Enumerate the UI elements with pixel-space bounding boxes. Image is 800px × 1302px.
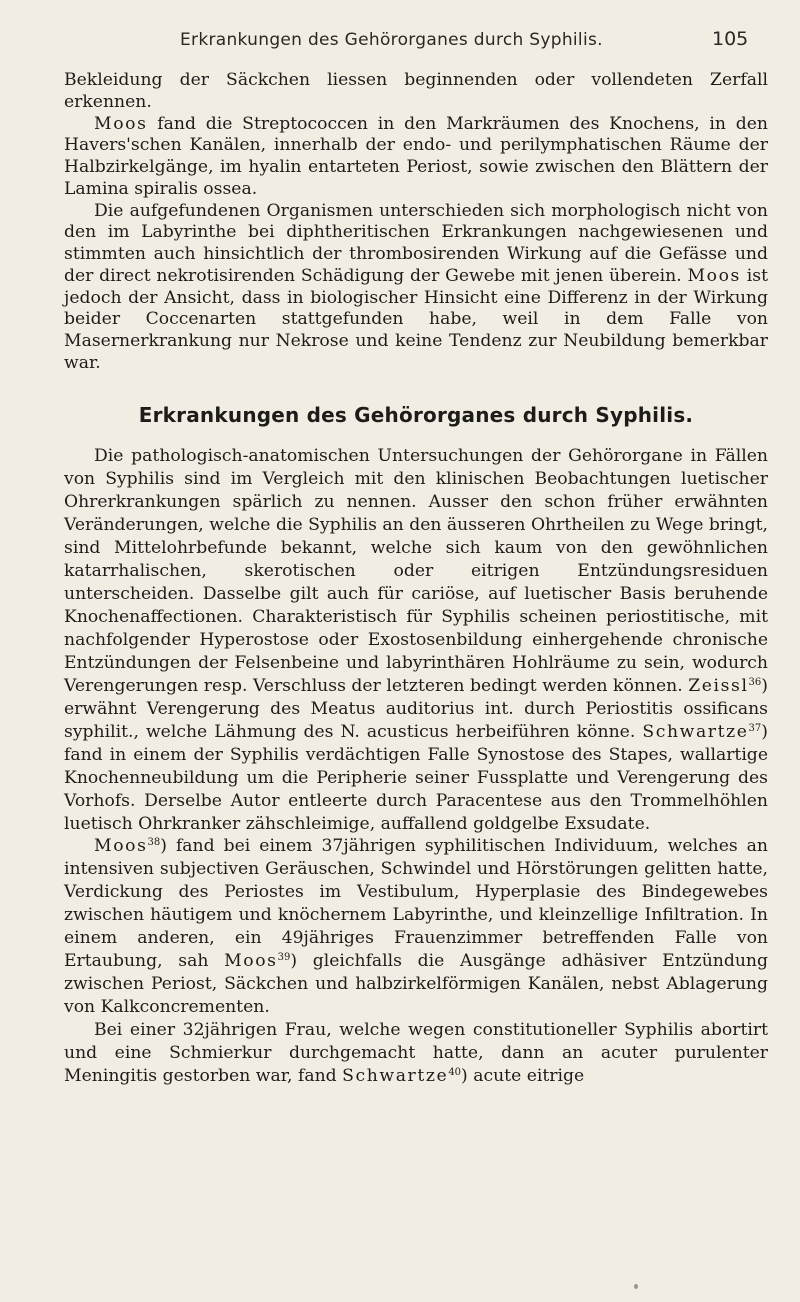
- paragraph-text: Die aufgefundenen Organismen unterschieden sich morphologisch nicht von den im Labyrinthe bei diphtheritischen Erkrankungen nachgewiesenen und stimmten auch hinsichtlich der thrombosirenden Wirkung auf die Gefässe und der direct nekrotisirenden Schädigung der Gewebe mit jenen überein.: [64, 200, 768, 286]
- author-name: Zeissl: [688, 675, 749, 696]
- footnote-ref: 40: [448, 1066, 462, 1078]
- footnote-ref: 39: [277, 952, 291, 964]
- paragraph-moos-findings: [64, 114, 768, 201]
- section-body: [64, 445, 768, 1088]
- author-name: Moos: [687, 265, 741, 286]
- footnote-ref: 38: [147, 837, 161, 849]
- footnote-ref: 36: [748, 676, 762, 688]
- author-name: Moos: [94, 113, 148, 134]
- paragraph-anatomy: [64, 445, 768, 835]
- paragraph-organisms: [64, 201, 768, 375]
- body-text: [64, 70, 768, 1088]
- paragraph-text: ) erwähnt Verengerung des Meatus auditorius int. durch Periostitis ossificans syphilit., welche Lähmung des N. acusticus herbeiführen könne.: [64, 675, 768, 742]
- paragraph-schwartze-case: [64, 1019, 768, 1088]
- paragraph-text: Bei einer 32jährigen Frau, welche wegen constitutioneller Syphilis abortirt und eine Schmierkur durchgemacht hatte, dann an acuter purulenter Meningitis gestorben war, fand: [64, 1020, 768, 1086]
- paragraph-continuation: [64, 70, 768, 114]
- paragraph-text: ) gleichfalls die Ausgänge adhäsiver Entzündung zwischen Periost, Säckchen und halbzirkelförmigen Kanälen, nebst Ablagerung von Kalkconcrementen.: [64, 951, 768, 1018]
- page-number: 105: [712, 28, 749, 50]
- paragraph-text: Bekleidung der Säckchen liessen beginnenden oder vollendeten Zerfall erkennen.: [64, 70, 768, 112]
- running-head: Erkrankungen des Gehörorganes durch Syphilis.: [180, 30, 603, 50]
- paragraph-text: ) fand in einem der Syphilis verdächtigen Falle Synostose des Stapes, wallartige Knochenneubildung um die Peripherie seiner Fussplatte und Verengerung des Vorhofs. Derselbe Autor entleerte durch Paracentese aus den Trommelhöhlen luetisch Ohrkranker zähschleimige, auffallend goldgelbe Exsudate.: [64, 721, 768, 834]
- paragraph-text: ist jedoch der Ansicht, dass in biologischer Hinsicht eine Differenz in der Wirkung beider Coccenarten stattgefunden habe, weil in dem Falle von Masernerkrankung nur Nekrose und keine Tendenz zur Neubildung bemerkbar war.: [64, 265, 768, 373]
- print-speck: [634, 1284, 638, 1289]
- author-name: Moos: [94, 836, 148, 857]
- paragraph-text: ) acute eitrige: [461, 1065, 585, 1086]
- paragraph-text: fand die Streptococcen in den Markräumen des Knochens, in den Havers'schen Kanälen, innerhalb der endo- und perilymphatischen Räume der Halbzirkelgänge, im hyalin entarteten Periost, sowie zwischen den Blättern der Lamina spiralis ossea.: [64, 113, 768, 199]
- author-name: Schwartze: [342, 1065, 449, 1086]
- paragraph-moos-cases: [64, 835, 768, 1019]
- author-name: Moos: [224, 951, 278, 972]
- footnote-ref: 37: [748, 722, 762, 734]
- paragraph-text: Die pathologisch-anatomischen Untersuchungen der Gehörorgane in Fällen von Syphilis sind im Vergleich mit den klinischen Beobachtungen luetischer Ohrerkrankungen spärlich zu nennen. Ausser den schon früher erwähnten Veränderungen, welche die Syphilis an den äusseren Ohrtheilen zu Wege bringt, sind Mittelohrbefunde bekannt, welche sich kaum von den gewöhnlichen katarrhalischen, skerotischen oder eitrigen Entzündungsresiduen unterscheiden. Dasselbe gilt auch für cariöse, auf luetischer Basis beruhende Knochenaffectionen. Charakteristisch für Syphilis scheinen periostitische, mit nachfolgender Hyperostose oder Exostosenbildung einhergehende chronische Entzündungen der Felsenbeine und labyrinthären Hohlräume zu sein, wodurch Verengerungen resp. Verschluss der letzteren bedingt werden können.: [64, 446, 768, 696]
- section-heading: Erkrankungen des Gehörorganes durch Syphilis.: [138, 402, 694, 427]
- author-name: Schwartze: [642, 721, 749, 742]
- paragraph-text: ) fand bei einem 37jährigen syphilitischen Individuum, welches an intensiven subjectiven Geräuschen, Schwindel und Hörstörungen gelitten hatte, Verdickung des Periostes im Vestibulum, Hyperplasie des Bindegewebes zwischen häutigem und knöchernem Labyrinthe, und kleinzellige Infiltration. In einem anderen, ein 49jähriges Frauenzimmer betreffenden Falle von Ertaubung, sah: [64, 836, 768, 972]
